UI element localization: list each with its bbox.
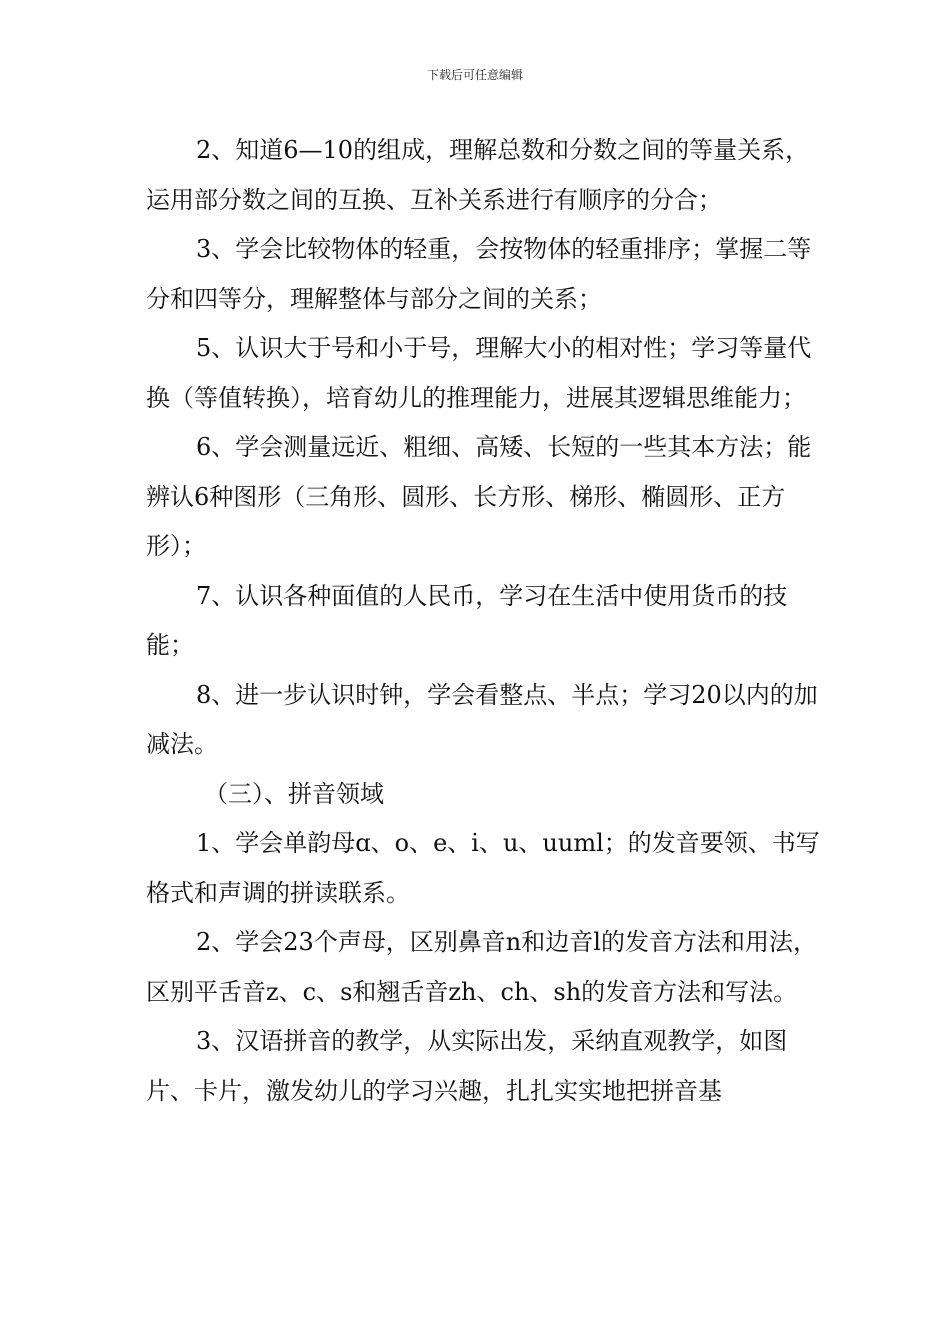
paragraph-composition: 2、知道6—10的组成，理解总数和分数之间的等量关系，运用部分数之间的互换、互补关系进行有顺序的分合； — [146, 136, 810, 214]
paragraph-currency: 7、认识各种面值的人民币，学习在生活中使用货币的技能； — [146, 581, 788, 659]
paragraph-weight: 3、学会比较物体的轻重，会按物体的轻重排序；掌握二等分和四等分，理解整体与部分之间的关系； — [146, 235, 812, 313]
page-header: 下载后可任意编辑 — [426, 68, 523, 82]
document-body — [146, 126, 826, 1116]
paragraph-measurement: 6、学会测量远近、粗细、高矮、长短的一些其本方法；能辨认6种图形（三角形、圆形、长方形、梯形、椭圆形、正方形）； — [146, 433, 812, 560]
paragraph-teaching: 3、汉语拼音的教学，从实际出发，采纳直观教学，如图片、卡片，激发幼儿的学习兴趣，扎扎实实地把拼音基 — [146, 1027, 788, 1105]
paragraph-consonants: 2、学会23个声母，区别鼻音n和边音l的发音方法和用法，区别平舌音z、c、s和翘舌音zh、ch、sh的发音方法和写法。 — [146, 928, 817, 1006]
section-heading-pinyin: （三）、拼音领域 — [204, 779, 384, 808]
paragraph-comparison: 5、认识大于号和小于号，理解大小的相对性；学习等量代换（等值转换），培育幼儿的推理能力，进展其逻辑思维能力； — [146, 334, 812, 412]
paragraph-vowels: 1、学会单韵母ɑ、o、e、i、u、uuml；的发音要领、书写格式和声调的拼读联系。 — [146, 829, 820, 907]
paragraph-clock: 8、进一步认识时钟，学会看整点、半点；学习20以内的加减法。 — [146, 680, 818, 758]
